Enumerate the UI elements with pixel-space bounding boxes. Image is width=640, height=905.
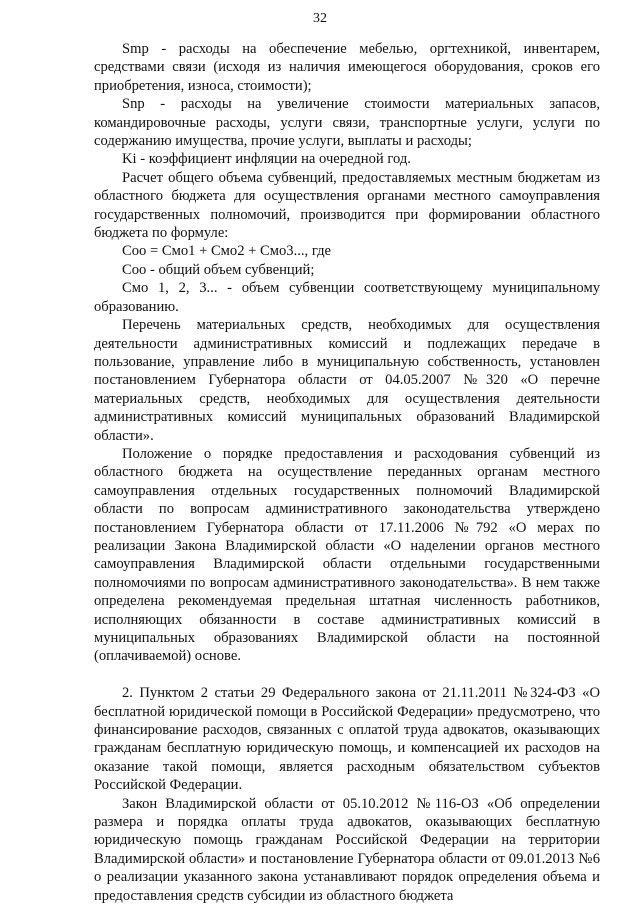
page-number: 32: [313, 11, 327, 26]
paragraph-coo-definition: Соо - общий объем субвенций;: [122, 261, 315, 278]
paragraph-cmo-definition: Смо 1, 2, 3... - объем субвенции соответствующему муниципальному образованию.: [94, 280, 600, 315]
paragraph-federal-law: 2. Пунктом 2 статьи 29 Федерального закона от 21.11.2011 №324-ФЗ «О бесплатной юридической помощи в Российской Федерации» предусмотрено, что финансирование расходов, связанных с оплатой труда адвокатов, оказывающих гражданам бесплатную юридическую помощь, и компенсацией их расходов на оказание такой помощи, является расходным обязательством субъектов Российской Федерации.: [94, 685, 600, 794]
paragraph-formula: Соо = Смо1 + Смо2 + Смо3..., где: [122, 243, 332, 260]
document-body: [94, 40, 600, 905]
paragraph-material-list: Перечень материальных средств, необходимых для осуществления деятельности административных комиссий и подлежащих передаче в пользование, управление либо в муниципальную собственность, установлен постановлением Губернатора области от 04.05.2007 №320 «О перечне материальных средств, необходимых для осуществления деятельности административных комиссий муниципальных образований Владимирской области».: [94, 317, 600, 444]
paragraph-smp: Smp - расходы на обеспечение мебелью, оргтехникой, инвентарем, средствами связи (исходя из наличия имеющегося оборудования, сроков его приобретения, износа, стоимости);: [94, 41, 600, 94]
paragraph-gap: [94, 666, 600, 684]
paragraph-snp: Snp - расходы на увеличение стоимости материальных запасов, командировочные расходы, услуги связи, транспортные услуги, услуги по содержанию имущества, прочие услуги, выплаты и расходы;: [94, 96, 600, 150]
paragraph-regional-law: Закон Владимирской области от 05.10.2012 №116-ОЗ «Об определении размера и порядка оплаты труда адвокатов, оказывающих бесплатную юридическую помощь гражданам Российской Федерации на территории Владимирской области» и постановление Губернатора области от 09.01.2013 №6 о реализации указанного закона устанавливают порядок определения объема и предоставления средств субсидии из областного бюджета: [94, 795, 600, 904]
paragraph-regulation: Положение о порядке предоставления и расходования субвенций из областного бюджета на осуществление переданных органам местного самоуправления отдельных государственных полномочий Владимирской области по вопросам административного законодательства утверждено постановлением Губернатора области от 17.11.2006 №792 «О мерах по реализации Закона Владимирской области «О наделении органов местного самоуправления Владимирской области отдельными государственными полномочиями по вопросам административного законодательства». В нем также определена рекомендуемая предельная штатная численность работников, исполняющих обязанности в составе административных комиссий в муниципальных образованиях Владимирской области на постоянной (оплачиваемой) основе.: [94, 445, 600, 665]
paragraph-ki: Ki - коэффициент инфляции на очередной год.: [122, 151, 411, 168]
paragraph-calculation: Расчет общего объема субвенций, предоставляемых местным бюджетам из областного бюджета для осуществления органами местного самоуправления государственных полномочий, производится при формировании областного бюджета по формуле:: [94, 169, 600, 242]
